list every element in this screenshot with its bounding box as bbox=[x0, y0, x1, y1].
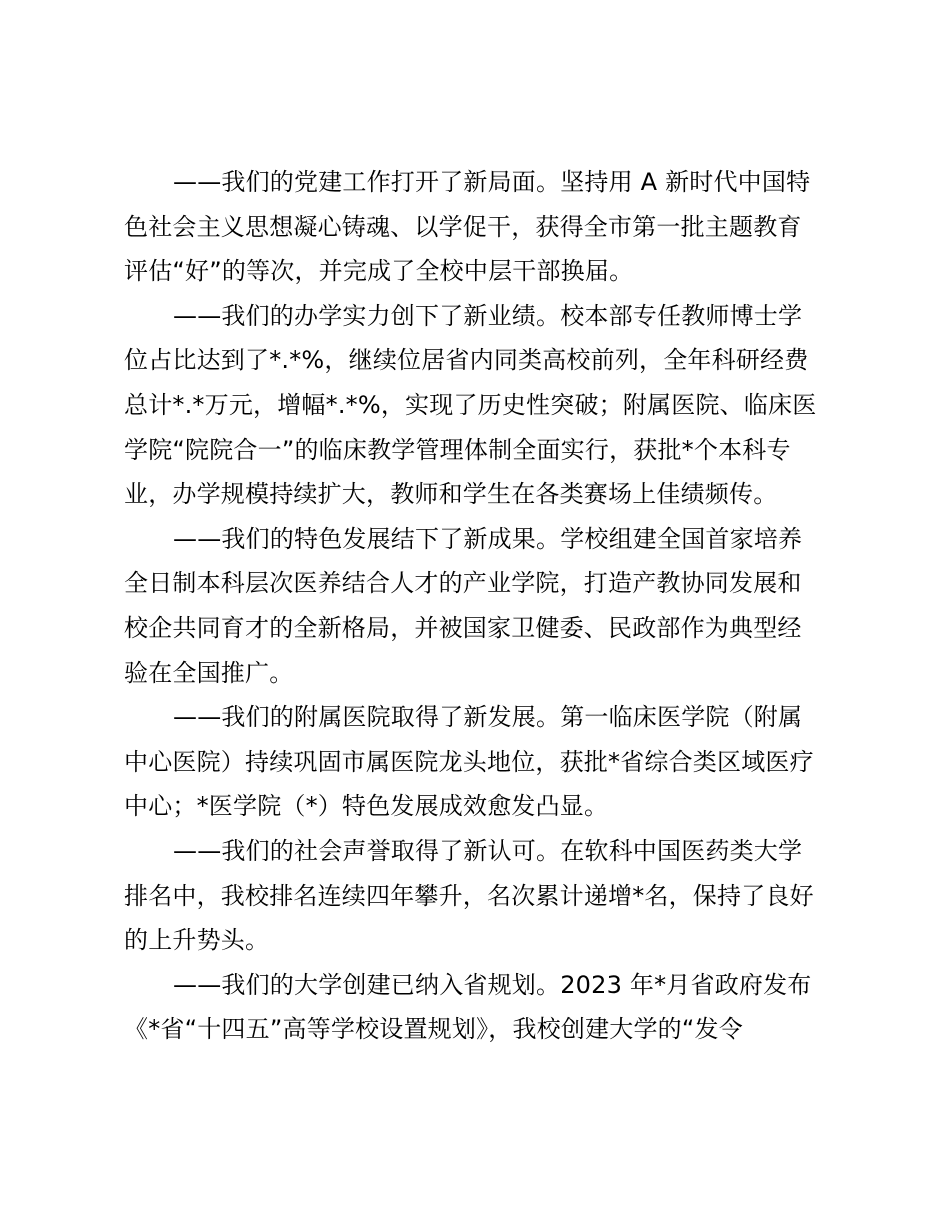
paragraph-university-planning bbox=[124, 963, 836, 1052]
text-line: ——我们的党建工作打开了新局面。坚持用 A 新时代中国特 bbox=[173, 168, 811, 196]
text-line: 业，办学规模持续扩大，教师和学生在各类赛场上佳绩频传。 bbox=[124, 480, 778, 509]
paragraph-affiliated-hospitals bbox=[124, 695, 836, 829]
text-line: 中心；*医学院（*）特色发展成效愈发凸显。 bbox=[124, 792, 609, 821]
text-line: 验在全国推广。 bbox=[124, 658, 294, 687]
text-line: 中心医院）持续巩固市属医院龙头地位，获批*省综合类区域医疗 bbox=[124, 747, 814, 776]
paragraph-social-reputation bbox=[124, 829, 836, 963]
text-line: ——我们的大学创建已纳入省规划。2023 年*月省政府发布 bbox=[173, 970, 812, 999]
text-line: 位占比达到了*.*%，继续位居省内同类高校前列，全年科研经费 bbox=[124, 346, 809, 375]
text-line: 总计*.*万元，增幅*.*%，实现了历史性突破；附属医院、临床医 bbox=[124, 390, 817, 419]
document-body bbox=[124, 160, 836, 1052]
text-line: 评估“好”的等次，并完成了全校中层干部换届。 bbox=[124, 257, 634, 286]
paragraph-featured-development bbox=[124, 517, 836, 695]
text-line: ——我们的特色发展结下了新成果。学校组建全国首家培养 bbox=[173, 524, 803, 553]
text-line: 校企共同育才的全新格局，并被国家卫健委、民政部作为典型经 bbox=[124, 613, 802, 642]
paragraph-school-strength bbox=[124, 294, 836, 517]
text-line: 色社会主义思想凝心铸魂、以学促干，获得全市第一批主题教育 bbox=[124, 212, 802, 241]
text-line: 的上升势头。 bbox=[124, 926, 270, 955]
text-line: 全日制本科层次医养结合人才的产业学院，打造产教协同发展和 bbox=[124, 569, 802, 598]
text-line: 学院“院院合一”的临床教学管理体制全面实行，获批*个本科专 bbox=[124, 435, 791, 464]
text-line: ——我们的办学实力创下了新业绩。校本部专任教师博士学 bbox=[173, 301, 803, 330]
text-line: 排名中，我校排名连续四年攀升，名次累计递增*名，保持了良好 bbox=[124, 881, 814, 910]
paragraph-party-building bbox=[124, 160, 836, 294]
text-line: ——我们的附属医院取得了新发展。第一临床医学院（附属 bbox=[173, 703, 803, 732]
text-line: ——我们的社会声誉取得了新认可。在软科中国医药类大学 bbox=[173, 836, 803, 865]
text-line: 《*省“十四五”高等学校设置规划》，我校创建大学的“发令 bbox=[124, 1015, 743, 1044]
